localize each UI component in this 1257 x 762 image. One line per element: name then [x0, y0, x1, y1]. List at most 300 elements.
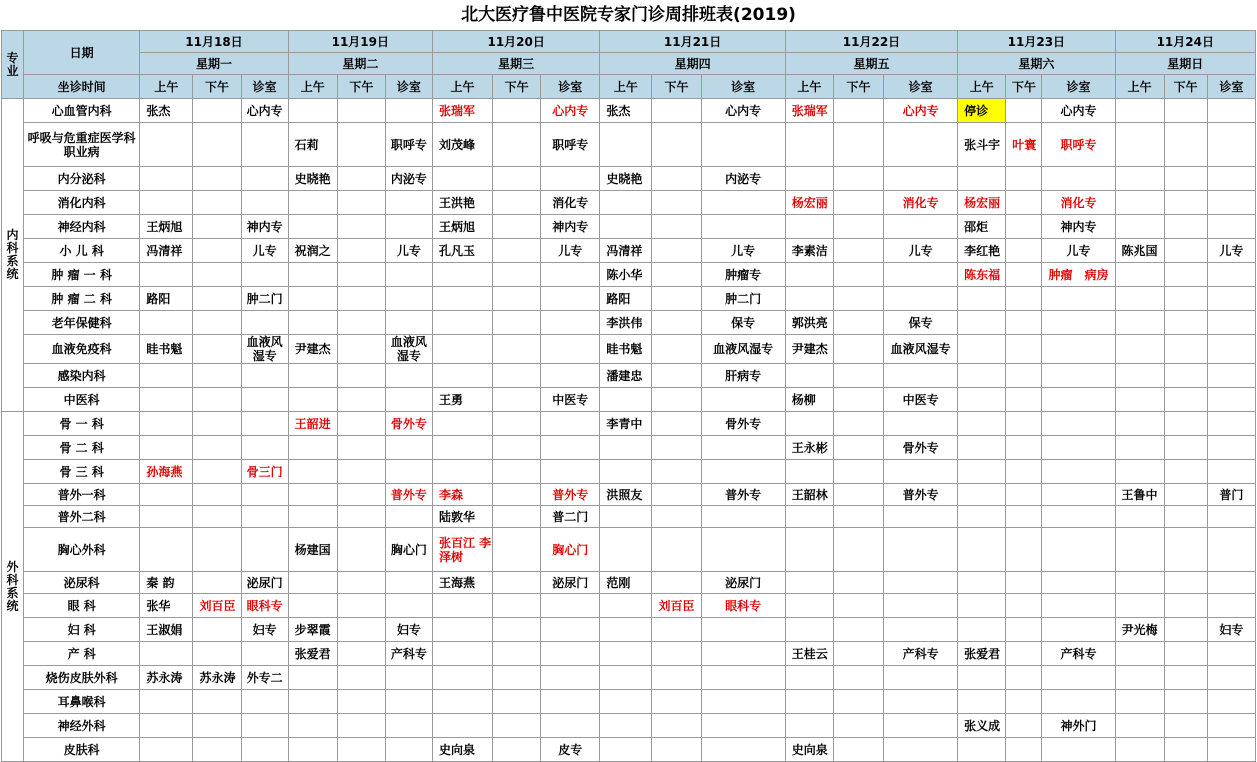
doctor-cell: 潘建忠 — [600, 364, 652, 388]
dept-name: 小 儿 科 — [24, 239, 140, 263]
doctor-cell — [600, 460, 652, 484]
doctor-cell — [785, 594, 833, 618]
dept-name: 内分泌科 — [24, 167, 140, 191]
room-cell — [1207, 123, 1255, 167]
doctor-cell — [1164, 714, 1207, 738]
doctor-cell — [1164, 311, 1207, 335]
dept-name: 神经外科 — [24, 714, 140, 738]
doctor-cell — [833, 460, 883, 484]
doctor-cell — [785, 412, 833, 436]
room-cell: 心内专 — [701, 99, 785, 123]
room-cell — [1207, 311, 1255, 335]
room-cell — [385, 215, 432, 239]
table-row — [2, 642, 1256, 666]
doctor-cell — [140, 191, 193, 215]
doctor-cell — [1115, 690, 1164, 714]
doctor-cell: 叶寰 — [1006, 123, 1042, 167]
room-cell — [1207, 287, 1255, 311]
doctor-cell — [600, 506, 652, 528]
room-cell — [701, 642, 785, 666]
doctor-cell — [493, 714, 541, 738]
doctor-cell — [958, 528, 1006, 572]
doctor-cell — [833, 666, 883, 690]
doctor-cell: 史向泉 — [785, 738, 833, 762]
spec-header: 专业 — [2, 31, 24, 99]
slot-header-pm: 下午 — [1006, 75, 1042, 99]
room-cell — [241, 738, 288, 762]
doctor-cell: 张杰 — [600, 99, 652, 123]
doctor-cell — [432, 167, 492, 191]
room-cell — [701, 618, 785, 642]
dept-name: 老年保健科 — [24, 311, 140, 335]
doctor-cell: 冯清祥 — [600, 239, 652, 263]
room-cell — [241, 642, 288, 666]
doctor-cell — [1006, 506, 1042, 528]
doctor-cell: 王鲁中 — [1115, 484, 1164, 506]
doctor-cell: 尹光梅 — [1115, 618, 1164, 642]
doctor-cell — [652, 364, 701, 388]
doctor-cell: 史晓艳 — [288, 167, 337, 191]
room-cell — [541, 412, 600, 436]
doctor-cell — [288, 460, 337, 484]
doctor-cell — [1115, 123, 1164, 167]
doctor-cell — [833, 738, 883, 762]
doctor-cell — [193, 714, 241, 738]
doctor-cell — [493, 666, 541, 690]
room-cell: 消化专 — [884, 191, 958, 215]
room-cell: 心内专 — [541, 99, 600, 123]
doctor-cell — [785, 618, 833, 642]
doctor-cell — [958, 690, 1006, 714]
schedule-table — [1, 30, 1256, 762]
room-cell — [1207, 412, 1255, 436]
table-row — [2, 388, 1256, 412]
room-cell — [884, 287, 958, 311]
room-cell: 肿二门 — [701, 287, 785, 311]
doctor-cell — [337, 412, 385, 436]
doctor-cell — [785, 506, 833, 528]
doctor-cell — [958, 460, 1006, 484]
doctor-cell — [337, 239, 385, 263]
room-cell: 保专 — [884, 311, 958, 335]
room-cell — [241, 191, 288, 215]
room-cell — [385, 388, 432, 412]
doctor-cell — [785, 215, 833, 239]
dept-name: 泌尿科 — [24, 572, 140, 594]
doctor-cell — [337, 618, 385, 642]
doctor-cell — [1115, 191, 1164, 215]
doctor-cell — [193, 436, 241, 460]
table-row — [2, 263, 1256, 287]
doctor-cell — [193, 642, 241, 666]
doctor-cell — [652, 335, 701, 364]
doctor-cell — [140, 263, 193, 287]
room-cell: 心内专 — [1042, 99, 1115, 123]
doctor-cell — [1006, 388, 1042, 412]
doctor-cell — [785, 263, 833, 287]
room-cell: 泌尿门 — [541, 572, 600, 594]
doctor-cell — [1164, 215, 1207, 239]
doctor-cell — [193, 572, 241, 594]
doctor-cell — [652, 572, 701, 594]
room-cell — [241, 388, 288, 412]
doctor-cell — [833, 436, 883, 460]
doctor-cell: 陆敦华 — [432, 506, 492, 528]
room-cell: 心内专 — [884, 99, 958, 123]
table-row — [2, 191, 1256, 215]
doctor-cell — [958, 167, 1006, 191]
table-row — [2, 594, 1256, 618]
room-cell: 血液风湿专 — [701, 335, 785, 364]
doctor-cell — [493, 738, 541, 762]
doctor-cell — [1164, 642, 1207, 666]
doctor-cell — [288, 714, 337, 738]
room-cell: 产科专 — [884, 642, 958, 666]
room-cell — [701, 528, 785, 572]
room-cell — [701, 714, 785, 738]
doctor-cell — [1006, 335, 1042, 364]
doctor-cell: 杨柳 — [785, 388, 833, 412]
doctor-cell: 王海燕 — [432, 572, 492, 594]
doctor-cell — [600, 215, 652, 239]
room-cell — [1042, 167, 1115, 191]
doctor-cell — [493, 572, 541, 594]
doctor-cell — [432, 460, 492, 484]
room-cell — [701, 690, 785, 714]
room-cell — [241, 714, 288, 738]
doctor-cell — [193, 311, 241, 335]
doctor-cell: 张瑞军 — [785, 99, 833, 123]
doctor-cell — [652, 436, 701, 460]
doctor-cell — [1115, 594, 1164, 618]
doctor-cell — [193, 263, 241, 287]
doctor-cell — [1006, 714, 1042, 738]
doctor-cell — [833, 714, 883, 738]
doctor-cell — [1006, 594, 1042, 618]
doctor-cell — [1164, 123, 1207, 167]
doctor-cell — [193, 738, 241, 762]
doctor-cell — [652, 239, 701, 263]
room-cell — [1207, 572, 1255, 594]
doctor-cell — [493, 215, 541, 239]
room-cell — [1207, 335, 1255, 364]
doctor-cell — [140, 311, 193, 335]
room-cell — [385, 506, 432, 528]
doctor-cell — [337, 167, 385, 191]
room-cell — [385, 287, 432, 311]
doctor-cell — [193, 191, 241, 215]
room-cell: 保专 — [701, 311, 785, 335]
doctor-cell: 石莉 — [288, 123, 337, 167]
doctor-cell — [193, 167, 241, 191]
day-weekday: 星期日 — [1115, 53, 1255, 75]
room-cell: 皮专 — [541, 738, 600, 762]
room-cell: 神外门 — [1042, 714, 1115, 738]
dept-name: 产 科 — [24, 642, 140, 666]
doctor-cell — [493, 460, 541, 484]
doctor-cell — [1115, 263, 1164, 287]
room-cell: 儿专 — [241, 239, 288, 263]
doctor-cell — [958, 666, 1006, 690]
doctor-cell — [337, 215, 385, 239]
room-cell — [385, 460, 432, 484]
slot-header-am: 上午 — [785, 75, 833, 99]
category-internal: 内科系统 — [2, 99, 24, 412]
room-cell: 儿专 — [884, 239, 958, 263]
doctor-cell — [337, 388, 385, 412]
doctor-cell: 王桂云 — [785, 642, 833, 666]
day-weekday: 星期一 — [140, 53, 288, 75]
table-row — [2, 311, 1256, 335]
doctor-cell — [432, 642, 492, 666]
room-cell — [385, 99, 432, 123]
room-cell — [1207, 506, 1255, 528]
room-cell: 普外专 — [385, 484, 432, 506]
doctor-cell — [1115, 412, 1164, 436]
doctor-cell — [337, 99, 385, 123]
doctor-cell — [432, 335, 492, 364]
doctor-cell — [785, 460, 833, 484]
room-cell — [241, 167, 288, 191]
doctor-cell: 尹建杰 — [785, 335, 833, 364]
slot-header-room: 诊室 — [1207, 75, 1255, 99]
doctor-cell — [493, 484, 541, 506]
doctor-cell — [337, 436, 385, 460]
doctor-cell — [785, 123, 833, 167]
doctor-cell: 冯清祥 — [140, 239, 193, 263]
room-cell: 儿专 — [385, 239, 432, 263]
doctor-cell — [785, 364, 833, 388]
doctor-cell — [288, 666, 337, 690]
doctor-cell — [493, 594, 541, 618]
doctor-cell — [1164, 335, 1207, 364]
room-cell: 妇专 — [1207, 618, 1255, 642]
dept-name: 血液免疫科 — [24, 335, 140, 364]
room-cell — [884, 618, 958, 642]
doctor-cell — [1164, 572, 1207, 594]
slot-header-room: 诊室 — [541, 75, 600, 99]
doctor-cell — [600, 191, 652, 215]
slot-header-am: 上午 — [432, 75, 492, 99]
doctor-cell — [140, 436, 193, 460]
doctor-cell — [337, 263, 385, 287]
doctor-cell — [1115, 311, 1164, 335]
room-cell — [701, 460, 785, 484]
doctor-cell — [1006, 484, 1042, 506]
doctor-cell — [288, 311, 337, 335]
doctor-cell — [337, 287, 385, 311]
doctor-cell — [652, 738, 701, 762]
doctor-cell — [1006, 99, 1042, 123]
room-cell — [541, 618, 600, 642]
room-cell — [241, 123, 288, 167]
doctor-cell — [600, 642, 652, 666]
room-cell — [701, 506, 785, 528]
doctor-cell — [652, 618, 701, 642]
doctor-cell: 王淑娟 — [140, 618, 193, 642]
doctor-cell — [652, 642, 701, 666]
doctor-cell — [958, 412, 1006, 436]
doctor-cell — [288, 99, 337, 123]
doctor-cell — [652, 528, 701, 572]
doctor-cell: 杨宏丽 — [958, 191, 1006, 215]
doctor-cell — [288, 436, 337, 460]
table-row — [2, 239, 1256, 263]
room-cell — [541, 335, 600, 364]
table-row — [2, 436, 1256, 460]
doctor-cell — [1006, 215, 1042, 239]
dept-name: 胸心外科 — [24, 528, 140, 572]
room-cell — [1207, 167, 1255, 191]
room-cell — [385, 666, 432, 690]
doctor-cell: 停诊 — [958, 99, 1006, 123]
room-cell — [884, 412, 958, 436]
doctor-cell — [652, 191, 701, 215]
room-cell — [541, 594, 600, 618]
doctor-cell — [833, 484, 883, 506]
doctor-cell — [600, 690, 652, 714]
doctor-cell — [833, 215, 883, 239]
doctor-cell — [493, 287, 541, 311]
doctor-cell — [1164, 287, 1207, 311]
doctor-cell — [833, 364, 883, 388]
doctor-cell — [288, 484, 337, 506]
doctor-cell — [493, 690, 541, 714]
doctor-cell — [785, 572, 833, 594]
room-cell — [884, 690, 958, 714]
doctor-cell — [833, 123, 883, 167]
room-cell — [884, 364, 958, 388]
room-cell — [884, 460, 958, 484]
doctor-cell — [140, 123, 193, 167]
doctor-cell: 王韶进 — [288, 412, 337, 436]
doctor-cell: 路阳 — [140, 287, 193, 311]
doctor-cell — [652, 506, 701, 528]
doctor-cell — [1006, 738, 1042, 762]
dept-name: 心血管内科 — [24, 99, 140, 123]
room-cell — [241, 311, 288, 335]
doctor-cell — [193, 460, 241, 484]
room-cell: 骨外专 — [884, 436, 958, 460]
room-cell: 内泌专 — [701, 167, 785, 191]
doctor-cell — [337, 690, 385, 714]
slot-header-pm: 下午 — [1164, 75, 1207, 99]
doctor-cell — [833, 594, 883, 618]
doctor-cell — [1164, 191, 1207, 215]
doctor-cell — [337, 572, 385, 594]
doctor-cell — [193, 528, 241, 572]
room-cell — [1207, 666, 1255, 690]
doctor-cell — [140, 388, 193, 412]
doctor-cell — [1115, 506, 1164, 528]
doctor-cell — [193, 412, 241, 436]
doctor-cell — [193, 335, 241, 364]
doctor-cell — [288, 191, 337, 215]
doctor-cell: 陈小华 — [600, 263, 652, 287]
dept-name: 消化内科 — [24, 191, 140, 215]
room-cell: 眼科专 — [241, 594, 288, 618]
room-cell: 骨外专 — [701, 412, 785, 436]
room-cell — [1042, 618, 1115, 642]
time-header: 坐诊时间 — [24, 75, 140, 99]
room-cell — [385, 690, 432, 714]
slot-header-am: 上午 — [958, 75, 1006, 99]
doctor-cell — [493, 191, 541, 215]
table-row — [2, 506, 1256, 528]
doctor-cell: 张爱君 — [288, 642, 337, 666]
room-cell — [1207, 263, 1255, 287]
room-cell — [385, 738, 432, 762]
doctor-cell — [493, 506, 541, 528]
doctor-cell — [493, 167, 541, 191]
room-cell — [884, 263, 958, 287]
doctor-cell — [493, 311, 541, 335]
table-row — [2, 123, 1256, 167]
doctor-cell — [958, 506, 1006, 528]
table-row — [2, 364, 1256, 388]
doctor-cell — [1164, 618, 1207, 642]
doctor-cell — [652, 123, 701, 167]
room-cell: 妇专 — [385, 618, 432, 642]
doctor-cell — [958, 618, 1006, 642]
doctor-cell — [600, 618, 652, 642]
slot-header-room: 诊室 — [1042, 75, 1115, 99]
room-cell — [241, 436, 288, 460]
doctor-cell — [652, 311, 701, 335]
doctor-cell — [1115, 388, 1164, 412]
doctor-cell — [432, 690, 492, 714]
room-cell — [884, 167, 958, 191]
room-cell: 职呼专 — [385, 123, 432, 167]
doctor-cell — [600, 388, 652, 412]
doctor-cell — [600, 714, 652, 738]
room-cell — [385, 364, 432, 388]
room-cell — [541, 460, 600, 484]
room-cell — [241, 484, 288, 506]
doctor-cell — [785, 287, 833, 311]
doctor-cell — [493, 123, 541, 167]
doctor-cell — [337, 364, 385, 388]
dept-name: 呼吸与危重症医学科职业病 — [24, 123, 140, 167]
doctor-cell — [785, 528, 833, 572]
room-cell — [1042, 311, 1115, 335]
dept-name: 骨 二 科 — [24, 436, 140, 460]
doctor-cell — [1164, 364, 1207, 388]
doctor-cell — [193, 618, 241, 642]
doctor-cell — [288, 594, 337, 618]
room-cell — [385, 311, 432, 335]
room-cell: 儿专 — [1207, 239, 1255, 263]
doctor-cell — [337, 666, 385, 690]
doctor-cell — [958, 388, 1006, 412]
doctor-cell: 张爱君 — [958, 642, 1006, 666]
doctor-cell — [432, 287, 492, 311]
doctor-cell: 苏永涛 — [140, 666, 193, 690]
table-row — [2, 666, 1256, 690]
room-cell — [1042, 287, 1115, 311]
room-cell: 中医专 — [884, 388, 958, 412]
room-cell — [1207, 714, 1255, 738]
doctor-cell — [337, 460, 385, 484]
dept-name: 烧伤皮肤外科 — [24, 666, 140, 690]
doctor-cell: 张华 — [140, 594, 193, 618]
room-cell — [541, 642, 600, 666]
doctor-cell — [785, 666, 833, 690]
doctor-cell — [193, 215, 241, 239]
doctor-cell: 眭书魁 — [600, 335, 652, 364]
room-cell — [241, 412, 288, 436]
doctor-cell — [833, 388, 883, 412]
